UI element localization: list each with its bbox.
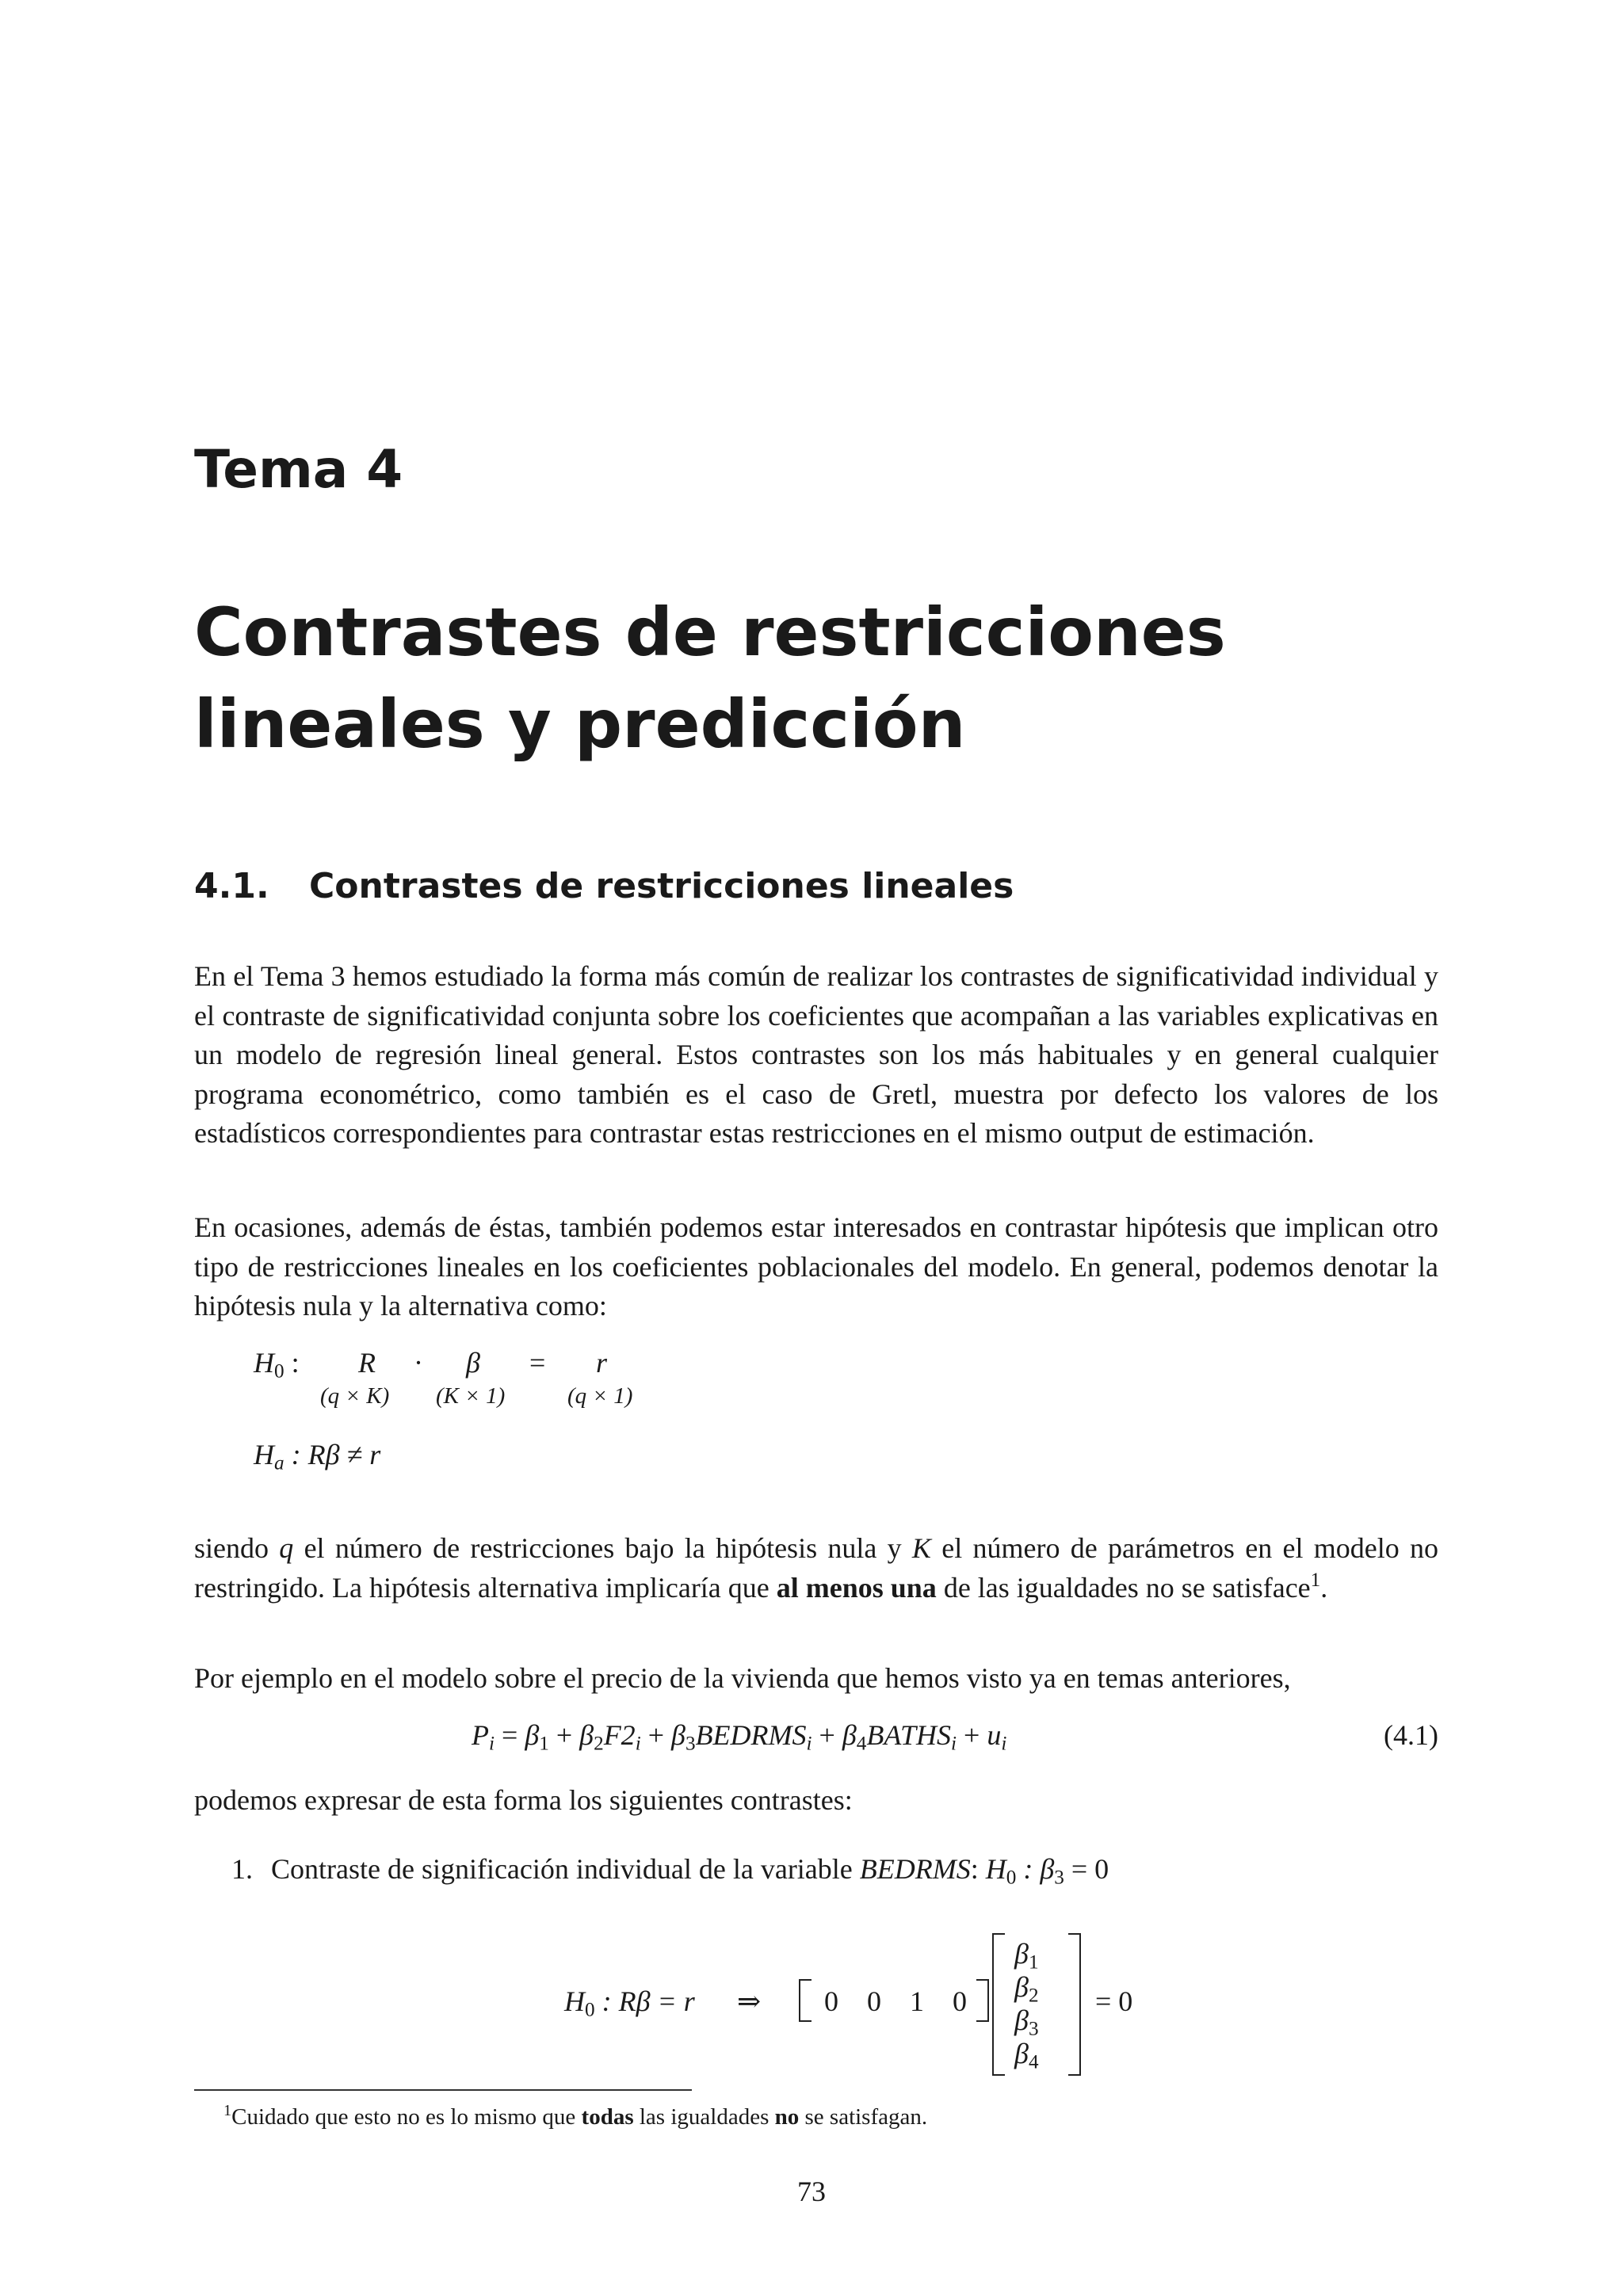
h0-R: R [358, 1347, 376, 1379]
emphasis-al-menos-una: al menos una [776, 1571, 937, 1604]
row-vector-entry: 1 [910, 1985, 924, 2017]
footnote-mark: 1 [1310, 1569, 1321, 1591]
row-vector-entry: 0 [953, 1985, 967, 2017]
row-vector-left-bracket [799, 1979, 812, 2022]
page-number: 73 [797, 2176, 826, 2207]
equation-number: (4.1) [1384, 1719, 1438, 1751]
footnote-number: 1 [223, 2101, 232, 2119]
row-vector-right-bracket [976, 1979, 989, 2022]
matrix-eq-rhs: = 0 [1095, 1985, 1133, 2017]
section-title: Contrastes de restricciones lineales [309, 866, 1014, 906]
row-vector-entry: 0 [867, 1985, 881, 2017]
footnote: $^1$Cuidado que esto no es lo mismo que todas las igualdades no se satisfagan. [223, 2101, 928, 2130]
paragraph-3 [194, 1529, 1438, 1608]
column-vector-left-bracket [992, 1933, 1005, 2076]
column-vector-entry: $\beta_2$ [1014, 1971, 1039, 2007]
column-vector-entry: $\beta_3$ [1014, 2004, 1039, 2040]
ha-hypothesis: $H_a$ : Rβ ≠ r [254, 1439, 381, 1474]
list-item-1-number: 1. [231, 1853, 253, 1885]
matrix-eq-lhs: $H_0$ : Rβ = r [564, 1985, 695, 2021]
h0-label: $H_0$ : [254, 1347, 300, 1383]
dim-beta: (K × 1) [436, 1383, 506, 1409]
equation-4-1: $P_i = \beta_1 + \beta_2F2_i$ + $\beta_3BEDRMS_i$ + $\beta_4BATHS_i + u_i$ [472, 1719, 1007, 1755]
paragraph-4-text: Por ejemplo en el modelo sobre el precio de la vivienda que hemos visto ya en temas anteriores, [194, 1662, 1291, 1694]
column-vector-right-bracket [1068, 1933, 1081, 2076]
paragraph-1 [194, 957, 1438, 1154]
paragraph-1-text: En el Tema 3 hemos estudiado la forma más común de realizar los contrastes de significatividad individual y el contraste de significatividad conjunta sobre los coeficientes que acompañan a las variables explicativas en un modelo de regresión lineal general. Estos contrastes son los más habituales y en general cualquier programa econométrico, como también es el caso de Gretl, muestra por defecto los valores de los estadísticos correspondientes para contrastar estas restricciones en el mismo output de estimación. [194, 960, 1438, 1149]
implies-arrow: ⇒ [737, 1985, 762, 2017]
chapter-label: Tema 4 [194, 439, 403, 500]
list-item-1-text: Contraste de significación individual de la variable BEDRMS: $H_0$ : $\beta_3 = 0$ [271, 1853, 1109, 1889]
h0-dot: · [414, 1347, 423, 1379]
paragraph-4 [194, 1659, 1438, 1699]
footnote-rule [194, 2089, 692, 2091]
dim-r: (q × 1) [567, 1383, 633, 1409]
h0-beta: β [466, 1347, 480, 1379]
section-heading [194, 866, 1014, 906]
row-vector-entry: 0 [824, 1985, 838, 2017]
paragraph-2 [194, 1208, 1438, 1326]
dim-R: (q × K) [320, 1383, 390, 1409]
chapter-title: Contrastes de restricciones lineales y predicción [194, 593, 1226, 763]
section-number: 4.1. [194, 866, 269, 906]
h0-equals: = [529, 1347, 546, 1379]
column-vector-entry: $\beta_1$ [1014, 1938, 1039, 1974]
column-vector-entry: $\beta_4$ [1014, 2038, 1039, 2073]
paragraph-5-text: podemos expresar de esta forma los siguientes contrastes: [194, 1784, 853, 1816]
h0-r: r [596, 1347, 608, 1379]
paragraph-5 [194, 1781, 1438, 1821]
paragraph-3-text: siendo q el número de restricciones bajo la hipótesis nula y K el número de parámetros en el modelo no restringido. La hipótesis alternativa implicaría que al menos una de las igualdades no se satisface$^1$. [194, 1532, 1439, 1604]
paragraph-2-text: En ocasiones, además de éstas, también podemos estar interesados en contrastar hipótesis que implican otro tipo de restricciones lineales en los coeficientes poblacionales del modelo. En general, podemos denotar la hipótesis nula y la alternativa como: [194, 1211, 1438, 1322]
